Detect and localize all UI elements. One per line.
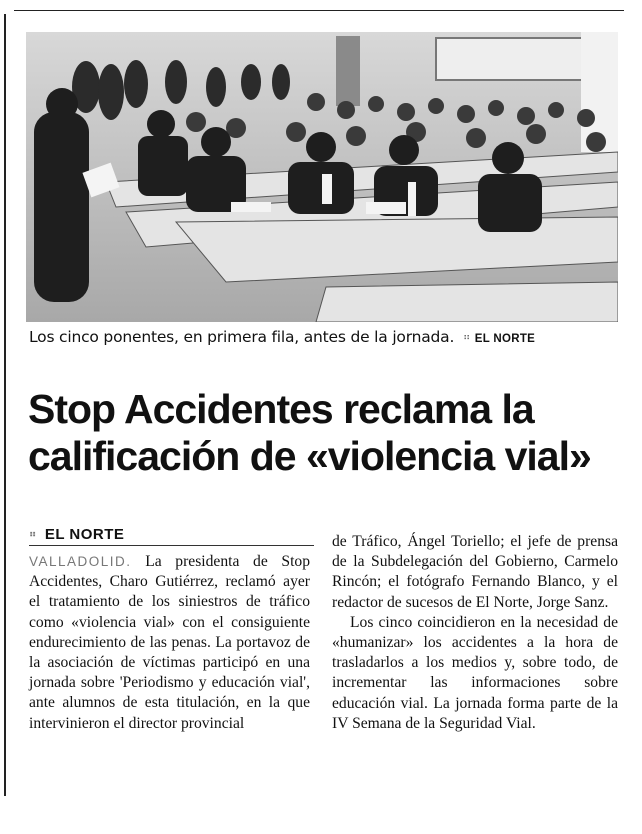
article-text-2: de Tráfico, Ángel Toriello; el jefe de prensa de la Subdelegación del Gobierno, Carmelo Rincón; el fotógrafo Fernando Blanco, y el redactor de sucesos de El Norte, Jorge Sanz.: [332, 533, 618, 611]
left-rule: [4, 14, 6, 796]
article-text-1: La presidenta de Stop Accidentes, Charo Gutiérrez, reclamó ayer el tratamiento de los siniestros de tráfico como «violencia vial» con el consiguiente endurecimiento de las penas. La portavoz de la asociación de víctimas participó en una jornada sobre 'Periodismo y educación vial', ante alumnos de esta titulación, en la que intervinieron el director provincial: [29, 553, 310, 732]
article-column-1: [29, 552, 310, 734]
top-rule: [14, 10, 624, 11]
headline-line-2: calificación de «violencia vial»: [28, 433, 591, 479]
dateline: VALLADOLID.: [29, 554, 132, 569]
classroom-photo: [26, 32, 618, 322]
byline: [29, 526, 314, 546]
headline-line-1: Stop Accidentes reclama la: [28, 386, 534, 432]
byline-dots-icon: ⠶: [29, 529, 37, 540]
credit-dots-icon: ⠶: [462, 332, 471, 343]
classroom-photo-icon: [26, 32, 618, 322]
article-text-3: Los cinco coincidieron en la necesidad de «humanizar» los accidentes a la hora de trasladarlos a los medios y, sobre todo, de incrementar las informaciones sobre educación vial. La jornada forma parte de la IV Semana de la Seguridad Vial.: [332, 613, 618, 732]
byline-text: EL NORTE: [44, 526, 125, 543]
photo-credit: EL NORTE: [474, 333, 536, 345]
byline-row: [29, 526, 314, 546]
headline: [28, 386, 628, 480]
caption-text: Los cinco ponentes, en primera fila, antes de la jornada.: [29, 328, 455, 346]
photo-caption: [29, 328, 629, 346]
article-column-2: [332, 532, 618, 734]
